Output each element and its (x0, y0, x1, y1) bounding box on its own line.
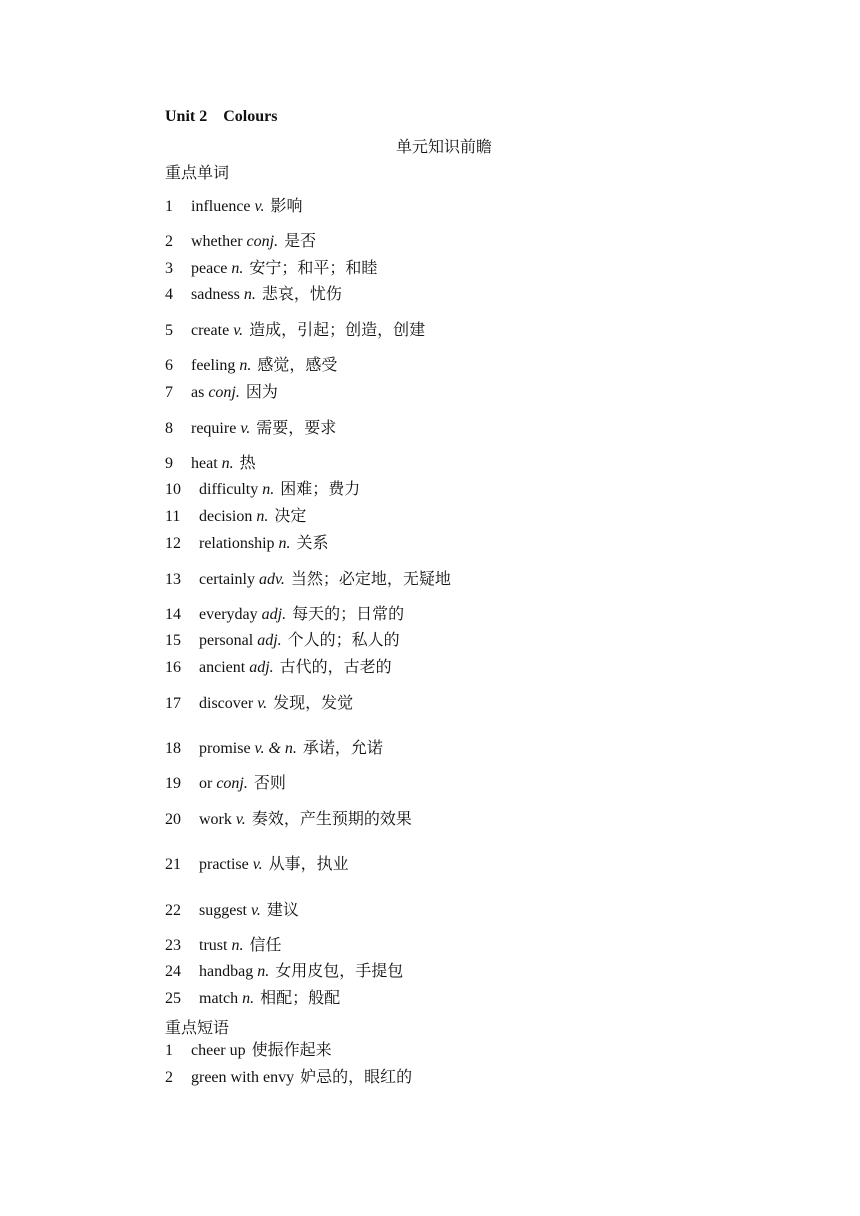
vocab-meaning: 造成，引起；创造，创建 (249, 322, 426, 339)
vocab-pos: n. (231, 260, 244, 277)
vocab-meaning: 个人的；私人的 (287, 632, 400, 649)
vocab-number: 5 (165, 322, 173, 339)
vocab-number: 21 (165, 856, 181, 873)
vocab-meaning: 发现，发觉 (273, 695, 354, 712)
vocab-number: 11 (165, 508, 181, 525)
vocab-item (165, 605, 404, 625)
vocab-pos: adj. (257, 632, 282, 649)
unit-title: Unit 2 Colours (165, 108, 278, 125)
vocab-word: match (199, 990, 239, 1007)
section-title: 单元知识前瞻 (396, 139, 493, 156)
vocab-meaning: 热 (239, 455, 256, 472)
vocab-word: suggest (199, 902, 247, 919)
vocab-item (165, 480, 360, 500)
vocab-meaning: 古代的，古老的 (279, 659, 392, 676)
vocab-word: influence (191, 198, 251, 215)
vocab-pos: v. & n. (254, 740, 297, 757)
vocab-item (165, 570, 451, 590)
vocab-word: discover (199, 695, 254, 712)
vocab-number: 10 (165, 481, 181, 498)
vocab-meaning: 困难；费力 (280, 481, 361, 498)
vocab-word: trust (199, 937, 228, 954)
vocab-number: 25 (165, 990, 181, 1007)
vocab-pos: n. (257, 963, 270, 980)
vocab-pos: n. (278, 535, 291, 552)
vocab-number: 22 (165, 902, 181, 919)
vocab-number: 6 (165, 357, 173, 374)
phrase-meaning: 妒忌的，眼红的 (300, 1069, 413, 1086)
vocab-word: certainly (199, 571, 255, 588)
vocab-word: heat (191, 455, 218, 472)
vocab-meaning: 当然；必定地，无疑地 (290, 571, 451, 588)
vocab-item (165, 259, 377, 279)
vocab-pos: n. (256, 508, 269, 525)
vocab-word: sadness (191, 286, 240, 303)
vocab-meaning: 悲哀，忧伤 (261, 286, 342, 303)
vocab-word: work (199, 811, 232, 828)
vocab-pos: n. (239, 357, 252, 374)
vocab-meaning: 建议 (266, 902, 299, 919)
vocab-word: ancient (199, 659, 246, 676)
vocab-item (165, 694, 353, 714)
phrase-meaning: 使振作起来 (251, 1042, 332, 1059)
vocab-number: 17 (165, 695, 181, 712)
vocab-item (165, 989, 340, 1009)
vocab-word: feeling (191, 357, 236, 374)
vocab-item (165, 739, 383, 759)
vocab-item (165, 658, 392, 678)
vocab-word: difficulty (199, 481, 259, 498)
vocab-word: relationship (199, 535, 275, 552)
vocab-word: personal (199, 632, 254, 649)
vocab-item (165, 534, 329, 554)
vocab-item (165, 285, 342, 305)
vocab-word: peace (191, 260, 228, 277)
vocab-pos: v. (254, 198, 265, 215)
vocab-word: as (191, 384, 205, 401)
vocab-number: 13 (165, 571, 181, 588)
vocab-item (165, 383, 278, 403)
vocab-meaning: 需要，要求 (256, 420, 337, 437)
vocab-pos: v. (252, 856, 263, 873)
vocab-word: handbag (199, 963, 254, 980)
vocab-pos: conj. (216, 775, 248, 792)
vocab-pos: v. (240, 420, 251, 437)
phrase-item (165, 1041, 332, 1061)
phrase-item (165, 1068, 412, 1088)
vocab-number: 16 (165, 659, 181, 676)
vocab-pos: v. (233, 322, 244, 339)
vocab-word: decision (199, 508, 253, 525)
vocab-pos: v. (251, 902, 261, 919)
vocab-meaning: 关系 (296, 535, 329, 552)
vocab-pos: adv. (258, 571, 285, 588)
vocab-meaning: 奏效，产生预期的效果 (251, 811, 412, 828)
vocab-number: 3 (165, 260, 173, 277)
vocab-meaning: 否则 (253, 775, 286, 792)
vocab-meaning: 感觉，感受 (257, 357, 338, 374)
vocab-number: 1 (165, 198, 173, 215)
vocab-number: 8 (165, 420, 173, 437)
vocab-meaning: 相配；般配 (260, 990, 341, 1007)
vocab-item (165, 454, 256, 474)
vocab-number: 14 (165, 606, 181, 623)
vocab-number: 19 (165, 775, 181, 792)
vocab-word: whether (191, 233, 243, 250)
vocab-meaning: 安宁；和平；和睦 (249, 260, 378, 277)
vocab-number: 24 (165, 963, 181, 980)
vocab-pos: v. (235, 811, 246, 828)
vocab-item (165, 419, 336, 439)
vocab-pos: n. (262, 481, 275, 498)
vocab-meaning: 决定 (274, 508, 307, 525)
vocab-pos: n. (231, 937, 244, 954)
vocab-item (165, 855, 349, 875)
vocab-pos: conj. (246, 233, 279, 250)
vocab-item (165, 356, 337, 376)
phrase-number: 2 (165, 1069, 173, 1086)
vocab-number: 2 (165, 233, 173, 250)
vocab-item (165, 936, 281, 956)
vocab-meaning: 是否 (284, 233, 317, 250)
vocab-meaning: 信任 (249, 937, 282, 954)
vocab-word: create (191, 322, 230, 339)
vocab-item (165, 774, 286, 794)
vocab-meaning: 从事，执业 (268, 856, 349, 873)
vocab-item (165, 232, 316, 252)
phrase-text: cheer up (191, 1042, 246, 1059)
vocab-item (165, 810, 412, 830)
vocab-number: 7 (165, 384, 173, 401)
vocab-word: promise (199, 740, 251, 757)
vocab-word: or (199, 775, 213, 792)
vocab-meaning: 影响 (270, 198, 303, 215)
vocab-item (165, 507, 306, 527)
vocab-number: 18 (165, 740, 181, 757)
vocab-word: everyday (199, 606, 258, 623)
vocab-meaning: 每天的；日常的 (292, 606, 405, 623)
vocab-item (165, 631, 400, 651)
vocab-word: require (191, 420, 237, 437)
vocab-pos: n. (242, 990, 255, 1007)
vocab-item (165, 901, 299, 921)
vocab-pos: v. (257, 695, 268, 712)
vocab-pos: n. (221, 455, 234, 472)
vocab-pos: conj. (208, 384, 240, 401)
vocab-number: 15 (165, 632, 181, 649)
vocab-number: 4 (165, 286, 173, 303)
vocab-meaning: 因为 (245, 384, 278, 401)
vocab-meaning: 女用皮包，手提包 (275, 963, 404, 980)
phrase-text: green with envy (191, 1069, 295, 1086)
vocab-item (165, 321, 425, 341)
vocab-number: 23 (165, 937, 181, 954)
vocab-meaning: 承诺，允诺 (302, 740, 383, 757)
phrase-heading: 重点短语 (165, 1020, 230, 1037)
vocab-number: 20 (165, 811, 181, 828)
vocab-number: 9 (165, 455, 173, 472)
vocab-pos: adj. (249, 659, 274, 676)
vocab-pos: adj. (261, 606, 287, 623)
vocab-item (165, 962, 403, 982)
vocab-heading: 重点单词 (165, 165, 230, 182)
phrase-number: 1 (165, 1042, 173, 1059)
vocab-pos: n. (243, 286, 256, 303)
vocab-number: 12 (165, 535, 181, 552)
vocab-word: practise (199, 856, 249, 873)
vocab-item (165, 197, 302, 217)
